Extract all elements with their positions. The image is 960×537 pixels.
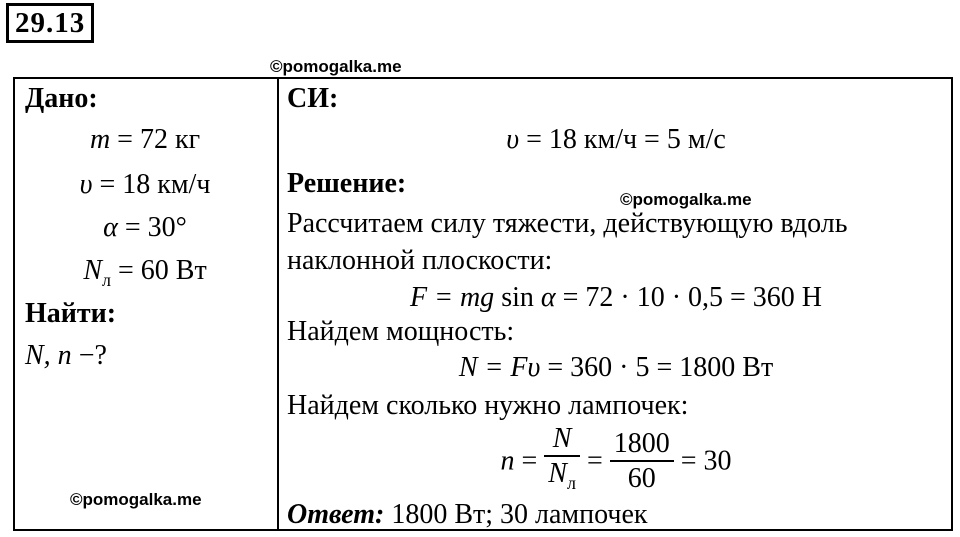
fraction-symbolic-denominator [544,457,580,500]
equals-sign-3: = [680,445,697,477]
find-heading: Найти: [25,298,117,329]
problem-number: 29.13 [6,3,94,43]
solution-text-3: Найдем мощность: [287,316,515,347]
solution-text-1: Рассчитаем силу тяжести, действующую вдоль [287,208,848,239]
watermark-bottom: ©pomogalka.me [70,490,202,509]
given-mass-var: m [89,124,111,155]
find-suffix: −? [71,340,107,371]
solution-text-4: Найдем сколько нужно лампочек: [287,390,689,421]
formula-force [279,282,953,314]
formula-lamps [279,423,953,495]
formula-force-rest: = 72 · 10 · 0,5 = 360 Н [555,282,823,313]
given-speed-value: = 18 км/ч [92,169,211,200]
given-lamp-power-var: N [83,255,102,286]
answer-line [287,499,648,531]
given-mass-value: = 72 кг [110,124,201,155]
formula-power-fv: = Fυ [477,352,541,383]
formula-force-lhs: F [409,282,428,313]
given-speed [13,169,277,201]
fraction-symbolic [544,423,580,500]
find-line [25,340,107,372]
formula-power [279,352,953,384]
formula-force-mg: = mg [427,282,495,313]
watermark-top: ©pomogalka.me [270,57,402,76]
formula-power-lhs: N [458,352,478,383]
given-lamp-power [13,255,277,291]
si-var: υ [506,124,520,155]
equals-sign-2: = [586,445,603,477]
si-value: = 18 км/ч = 5 м/с [519,124,726,155]
answer-label: Ответ: [287,499,385,530]
fraction-symbolic-numerator: N [544,423,580,457]
equals-sign-1: = [521,445,538,477]
watermark-middle: ©pomogalka.me [620,190,752,209]
formula-lamps-lhs: n [500,445,515,477]
fraction-numeric-denominator: 60 [627,462,656,494]
given-angle-value: = 30° [117,212,187,243]
fraction-numeric-numerator: 1800 [610,428,674,462]
fraction-numeric [610,428,674,496]
formula-force-alpha: α [540,282,556,313]
given-speed-var: υ [79,169,93,200]
solution-heading: Решение: [287,168,407,199]
given-angle [13,212,277,244]
given-lamp-power-sub: л [102,270,111,290]
given-mass [13,124,277,156]
given-lamp-power-value: = 60 Вт [110,255,207,286]
answer-text: 1800 Вт; 30 лампочек [384,499,648,530]
given-angle-var: α [103,212,118,243]
given-heading: Дано: [25,83,98,114]
find-vars: N, n [25,340,72,371]
formula-power-rest: = 360 · 5 = 1800 Вт [540,352,774,383]
formula-lamps-result: 30 [703,445,732,477]
fraction-symbolic-denominator-sub: л [566,473,576,493]
si-conversion [279,124,953,156]
si-heading: СИ: [287,83,339,114]
fraction-symbolic-denominator-var: N [548,458,567,489]
solution-text-2: наклонной плоскости: [287,245,553,276]
formula-force-sin: sin [494,282,541,313]
